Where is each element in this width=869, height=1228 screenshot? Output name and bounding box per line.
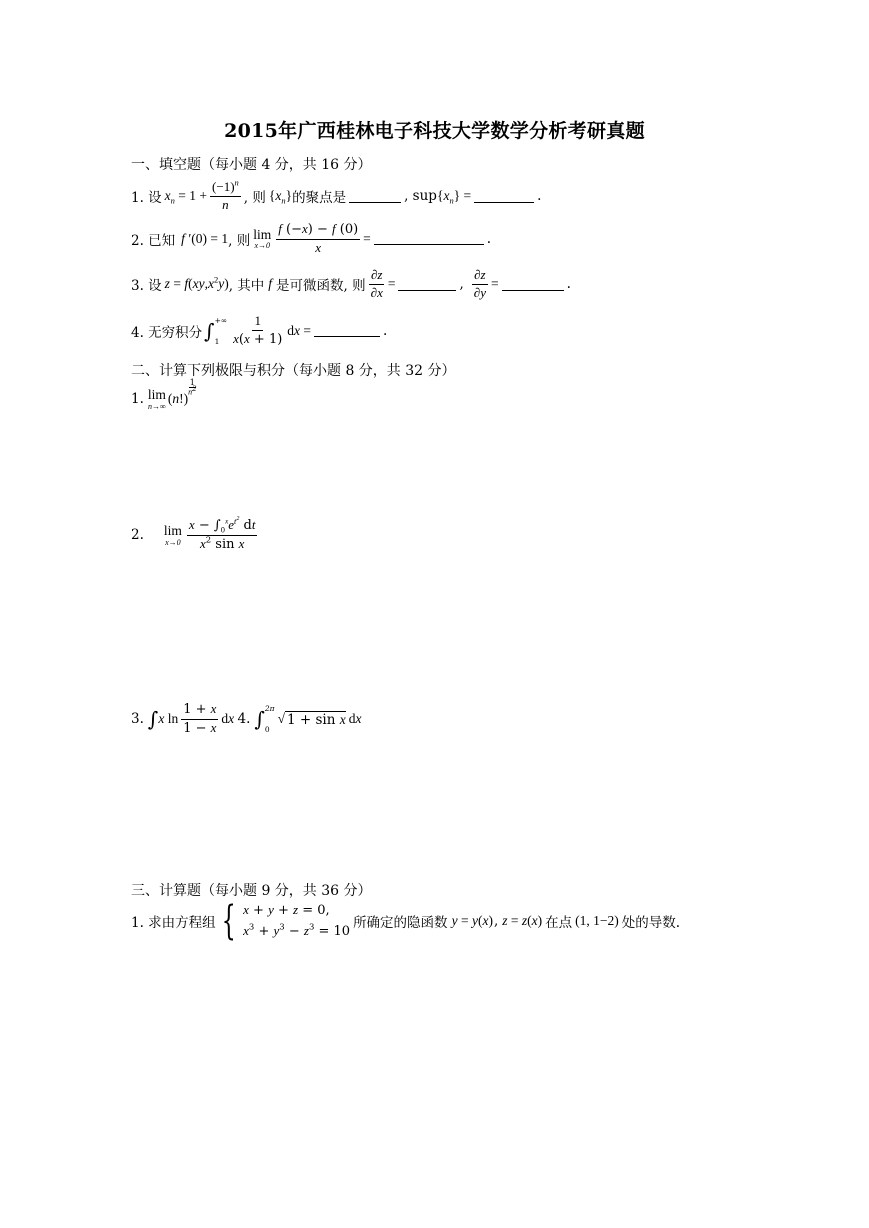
s1-q3: 3. 设 z = f $(xy,x^2y)$ , 其中 f 是可微函数, 则 $\frac{\partial z}{\partial x}$ = , $\frac{\partial z}{\partial y}$ = .	[131, 267, 571, 300]
s1-q3-sep: ,	[459, 276, 464, 293]
s2-q1-label: 1.	[131, 391, 144, 408]
s1-q1-text2: 的聚点是	[292, 190, 347, 207]
s3-q1-mid2: ,	[493, 913, 499, 930]
s1-q1-sup: , sup	[404, 188, 437, 205]
s1-q2: 2. 已知 f ′(0) = 1 , 则 lim x→0 $\frac{f (-x) - f (0)}{x}$ = .	[131, 221, 492, 255]
s1-q1: 1. 设 $x_n$ = 1 + $\frac{(-1)^n}{n}$ , 则 $\{x_n\}$ 的聚点是 , sup $\{x_n\}$ = .	[131, 177, 542, 212]
section1-header: 一、填空题（每小题 4 分，共 16 分）	[131, 157, 372, 173]
section3-header: 三、计算题（每小题 9 分，共 36 分）	[131, 883, 372, 899]
s3-q1-mid: 所确定的隐函数	[353, 915, 448, 932]
s1-q1-prefix: 1. 设	[131, 190, 162, 207]
s1-q2-mid: , 则	[228, 232, 251, 249]
s1-q2-end: .	[486, 230, 492, 247]
section2-header: 二、计算下列极限与积分（每小题 8 分，共 32 分）	[131, 363, 456, 379]
s1-q4-prefix: 4. 无穷积分	[131, 324, 203, 341]
s1-q3-end: .	[566, 276, 571, 293]
s1-q1-end: .	[537, 188, 542, 205]
s1-q3-mid: , 其中	[228, 278, 265, 295]
s2-q1: 1. lim n→∞ (n!) 1 $n^2$	[131, 377, 197, 411]
page-title: 2015年广西桂林电子科技大学数学分析考研真题	[224, 120, 645, 142]
s1-q4-end: .	[383, 322, 388, 339]
s2-q3-label: 3.	[131, 711, 144, 728]
s3-q1: 1. 求由方程组 { x + y + z = 0, $x^3 + y^3 - z^3 = 10$ 所确定的隐函数 y = y (x) , z = z (x) 在点 (1, 1−2) 处的导数.	[131, 898, 681, 945]
s1-q1-after: , 则	[243, 190, 266, 207]
s1-q3-mid2: 是可微函数, 则	[276, 278, 366, 295]
s2-q2-label: 2.	[131, 527, 144, 544]
s1-q2-prefix: 2. 已知	[131, 232, 176, 249]
s3-q1-prefix: 1. 求由方程组	[131, 915, 216, 932]
s2-q2: 2. lim x→0 $\frac{x - \int_0^xe^{t^2} dt}{x^2 \sin x}$	[131, 515, 256, 552]
s1-q4: 4. 无穷积分 ∫ +∞ 1 $\frac{1}{x(x + 1)}$ dx = .	[131, 313, 388, 347]
s2-q4-label: 4.	[237, 711, 251, 728]
s3-q1-mid3: 在点	[545, 915, 573, 932]
s1-q3-prefix: 3. 设	[131, 278, 162, 295]
s2-q3: 3. ∫ x ln $\frac{1 + x}{1 - x}$ dx 4. ∫ 2π 0 √ 1 + sin x dx	[131, 701, 362, 736]
s3-q1-end: 处的导数.	[621, 915, 681, 932]
